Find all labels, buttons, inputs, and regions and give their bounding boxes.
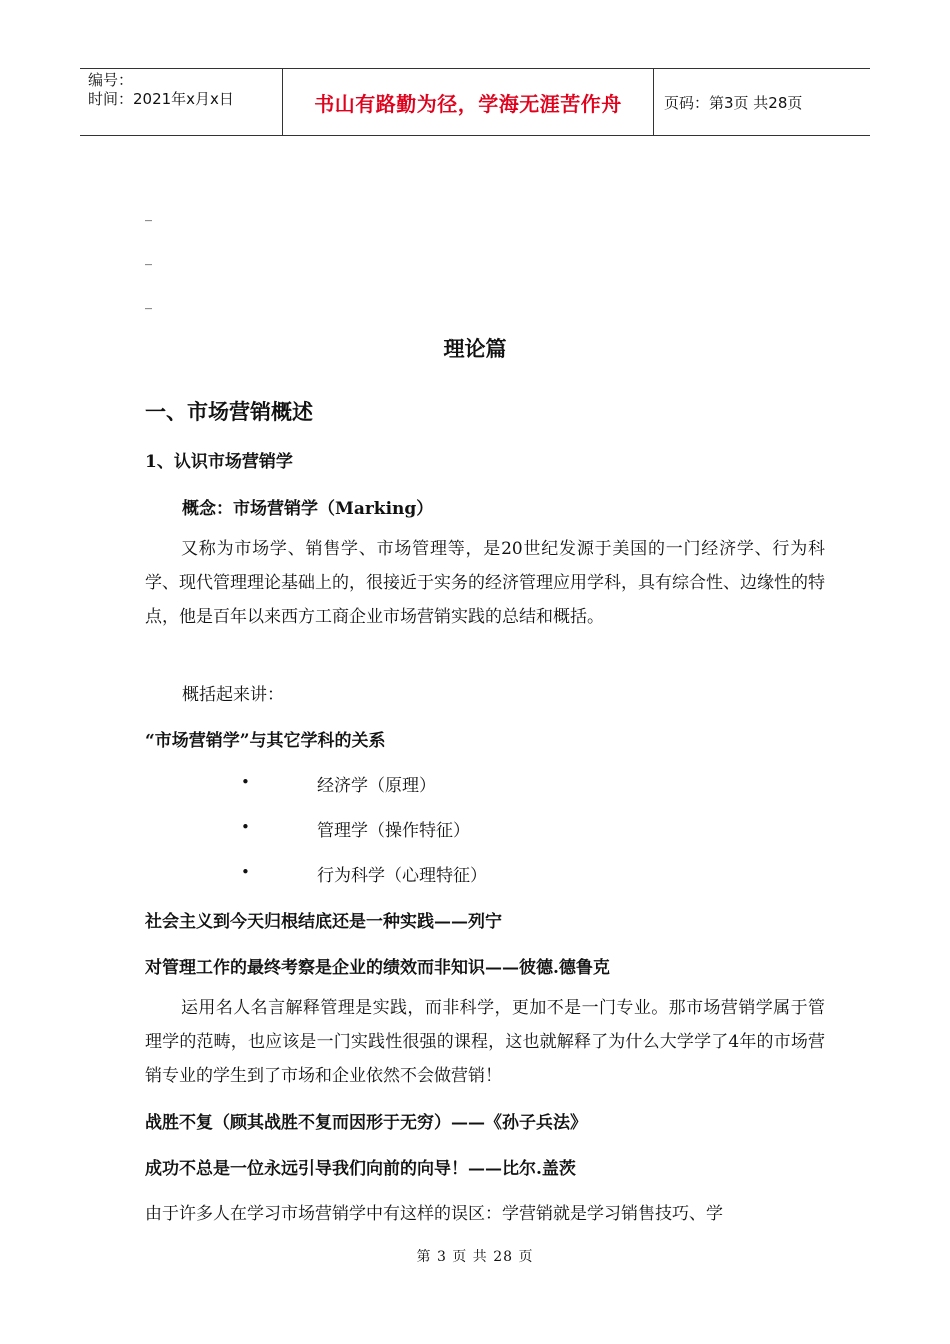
bullet-icon: • — [241, 818, 250, 836]
header-page-number: 页码：第3页 共28页 — [664, 93, 803, 112]
section-heading: 一、市场营销概述 — [145, 400, 313, 424]
concept-line: 概念：市场营销学（Marking） — [182, 499, 434, 519]
placeholder-dash: _ — [145, 206, 152, 222]
intro-paragraph: 又称为市场学、销售学、市场管理等，是20世纪发源于美国的一门经济学、行为科学、现代管理理论基础上的，很接近于实务的经济管理应用学科，具有综合性、边缘性的特点，他是百年以来西方工商企业市场营销实践的总结和概括。 — [145, 539, 825, 627]
header-motto: 书山有路勤为径，学海无涯苦作舟 — [282, 69, 654, 135]
bullet-item: 管理学（操作特征） — [317, 821, 470, 841]
relation-heading: “市场营销学”与其它学科的关系 — [145, 731, 386, 751]
bullet-item: 经济学（原理） — [317, 776, 436, 796]
document-title: 理论篇 — [443, 337, 507, 361]
page-footer: 第 3 页 共 28 页 — [416, 1249, 534, 1265]
header-meta — [80, 69, 282, 135]
bullet-item: 行为科学（心理特征） — [317, 866, 487, 886]
quote-gates: 成功不总是一位永远引导我们向前的向导！——比尔.盖茨 — [145, 1159, 576, 1179]
bullet-icon: • — [241, 773, 250, 791]
misconception-paragraph: 由于许多人在学习市场营销学中有这样的误区：学营销就是学习销售技巧、学 — [145, 1204, 723, 1224]
quote-lenin: 社会主义到今天归根结底还是一种实践——列宁 — [145, 912, 502, 932]
summary-intro: 概括起来讲： — [182, 685, 284, 705]
document-number-label: 编号： — [88, 71, 134, 89]
quote-sunzi: 战胜不复（顾其战胜不复而因形于无穷）——《孙子兵法》 — [145, 1113, 587, 1133]
subsection-heading: 1、认识市场营销学 — [145, 452, 293, 472]
page-header — [80, 68, 870, 136]
quote-drucker: 对管理工作的最终考察是企业的绩效而非知识——彼德.德鲁克 — [145, 958, 610, 978]
practice-paragraph: 运用名人名言解释管理是实践，而非科学，更加不是一门专业。那市场营销学属于管理学的范畴，也应该是一门实践性很强的课程，这也就解释了为什么大学学了4年的市场营销专业的学生到了市场和企业依然不会做营销！ — [145, 998, 825, 1086]
bullet-icon: • — [241, 863, 250, 881]
document-date-label: 时间：2021年x月x日 — [88, 90, 234, 108]
placeholder-dash: _ — [145, 250, 152, 266]
placeholder-dash: _ — [145, 294, 152, 310]
